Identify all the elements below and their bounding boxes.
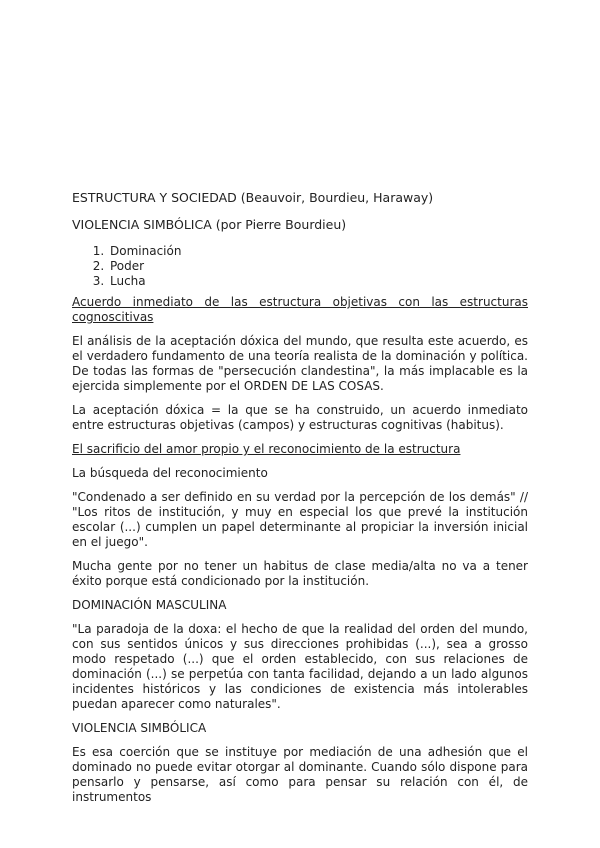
paragraph: La búsqueda del reconocimiento bbox=[72, 466, 268, 480]
paragraph: Es esa coerción que se instituye por mediación de una adhesión que el dominado no puede evitar otorgar al dominante. Cuando sólo dispone para pensarlo y pensarse, así como para pensar su relación con él, de instrumentos bbox=[72, 745, 528, 804]
quote-paragraph: "Condenado a ser definido en su verdad por la percepción de los demás" // "Los ritos de institución, y muy en especial los que prevé la institución escolar (...) cumplen un papel determinante al propiciar la inversión inicial en el juego". bbox=[72, 490, 528, 549]
numbered-list bbox=[72, 244, 528, 289]
quote-paragraph: "La paradoja de la doxa: el hecho de que la realidad del orden del mundo, con sus sentidos únicos y sus direcciones prohibidas (...), sea a grosso modo respetado (...) que el orden establecido, con sus relaciones de dominación (...) se perpetúa con tanta facilidad, dejando a un lado algunos incidentes históricos y las condiciones de existencia más intolerables puedan aparecer como naturales". bbox=[72, 622, 528, 711]
list-item: 2. Poder bbox=[108, 259, 528, 274]
document-subtitle: VIOLENCIA SIMBÓLICA (por Pierre Bourdieu) bbox=[72, 217, 347, 232]
section-heading-violencia: VIOLENCIA SIMBÓLICA bbox=[72, 721, 207, 735]
document-title: ESTRUCTURA Y SOCIEDAD (Beauvoir, Bourdieu, Haraway) bbox=[72, 190, 434, 205]
paragraph: Mucha gente por no tener un habitus de clase media/alta no va a tener éxito porque está condicionado por la institución. bbox=[72, 559, 528, 588]
heading-acuerdo: Acuerdo inmediato de las estructura objetivas con las estructuras cognoscitivas bbox=[72, 295, 528, 324]
section-heading-dominacion: DOMINACIÓN MASCULINA bbox=[72, 598, 227, 612]
list-item: 3. Lucha bbox=[108, 274, 528, 289]
paragraph: El análisis de la aceptación dóxica del mundo, que resulta este acuerdo, es el verdadero fundamento de una teoría realista de la dominación y política. De todas las formas de "persecución clandestina", la más implacable es la ejercida simplemente por el ORDEN DE LAS COSAS. bbox=[72, 334, 528, 393]
list-item: 1. Dominación bbox=[108, 244, 528, 259]
heading-sacrificio: El sacrificio del amor propio y el reconocimiento de la estructura bbox=[72, 442, 461, 456]
paragraph: La aceptación dóxica = la que se ha construido, un acuerdo inmediato entre estructuras objetivas (campos) y estructuras cognitivas (habitus). bbox=[72, 403, 528, 432]
